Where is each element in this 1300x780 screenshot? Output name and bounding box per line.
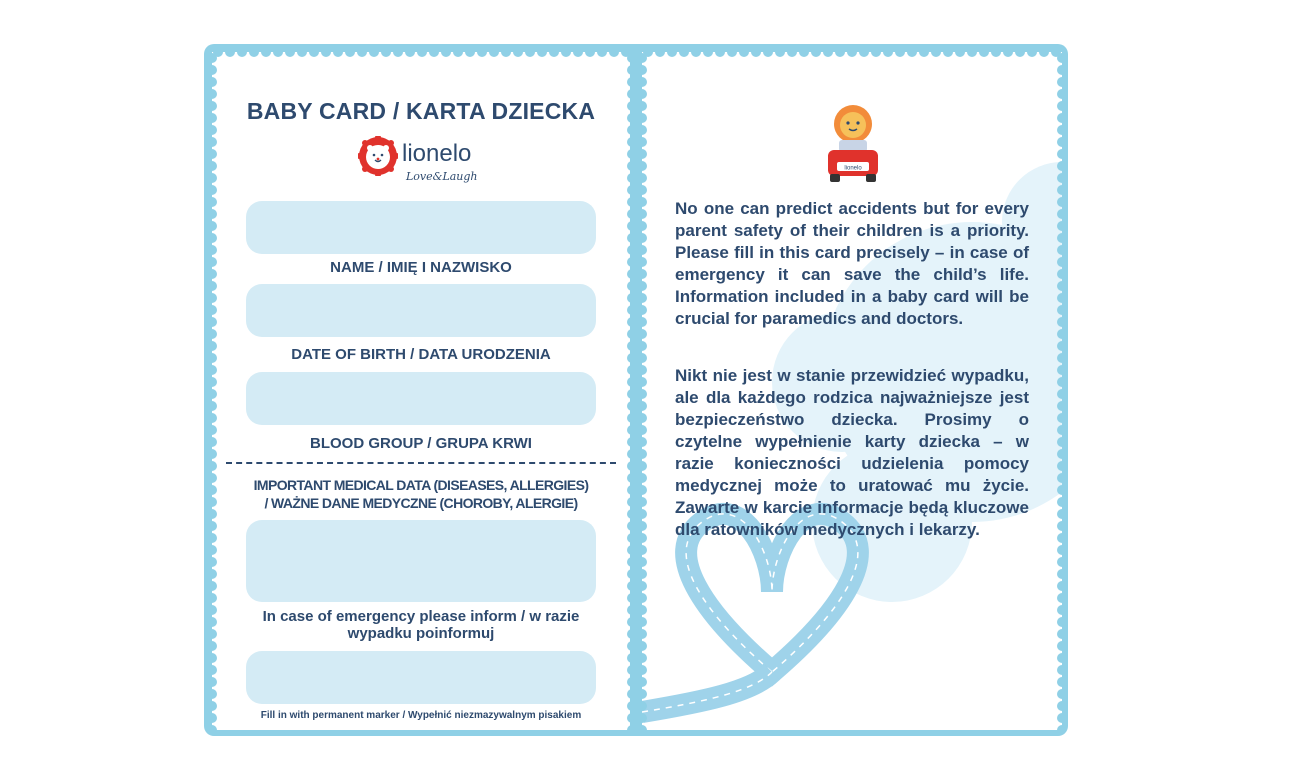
- date-of-birth-field[interactable]: [246, 284, 596, 337]
- name-field-label: NAME / IMIĘ I NAZWISKO: [330, 259, 512, 276]
- blood-group-field[interactable]: [246, 372, 596, 425]
- card-back-panel: [642, 52, 1062, 730]
- brand-tagline: Love&Laugh: [406, 170, 478, 183]
- medical-data-label-en: IMPORTANT MEDICAL DATA (DISEASES, ALLERGIES): [253, 477, 589, 493]
- footer-note: Fill in with permanent marker / Wypełnić niezmazywalnym pisakiem: [260, 710, 582, 721]
- emergency-contact-label: In case of emergency please inform / w razie wypadku poinformuj: [262, 608, 580, 642]
- name-field[interactable]: [246, 201, 596, 254]
- medical-data-label: [232, 476, 610, 512]
- medical-data-field[interactable]: [246, 520, 596, 602]
- section-divider: [226, 462, 616, 464]
- info-paragraph-pl: Nikt nie jest w stanie przewidzieć wypadku, ale dla każdego rodzica najważniejsze jest bezpieczeństwo dziecka. Prosimy o czytelne wypełnienie karty dziecka – w razie konieczności udzielenia pomocy medycznej może to uratować mu życie. Zawarte w karcie informacje będą kluczowe dla ratowników medycznych i lekarzy.: [675, 366, 1029, 539]
- lionelo-logo-icon: [358, 136, 398, 176]
- emergency-contact-field[interactable]: [246, 651, 596, 704]
- brand-logo: [358, 136, 498, 188]
- blood-group-label: BLOOD GROUP / GRUPA KRWI: [310, 435, 532, 452]
- mascot-plate-text: lionelo: [844, 165, 862, 172]
- date-of-birth-label: DATE OF BIRTH / DATA URODZENIA: [291, 346, 551, 363]
- medical-data-label-pl: / WAŻNE DANE MEDYCZNE (CHOROBY, ALERGIE): [264, 495, 578, 511]
- brand-name: lionelo: [402, 140, 472, 167]
- card-front-panel: [212, 52, 630, 730]
- info-paragraph-en: No one can predict accidents but for every parent safety of their children is a priority. Please fill in this card precisely – in case of emergency it can save the child’s life. Information included in a baby card will be crucial for paramedics and doctors.: [675, 199, 1029, 328]
- card-title: BABY CARD / KARTA DZIECKA: [246, 98, 596, 124]
- lion-car-mascot-icon: [822, 104, 884, 188]
